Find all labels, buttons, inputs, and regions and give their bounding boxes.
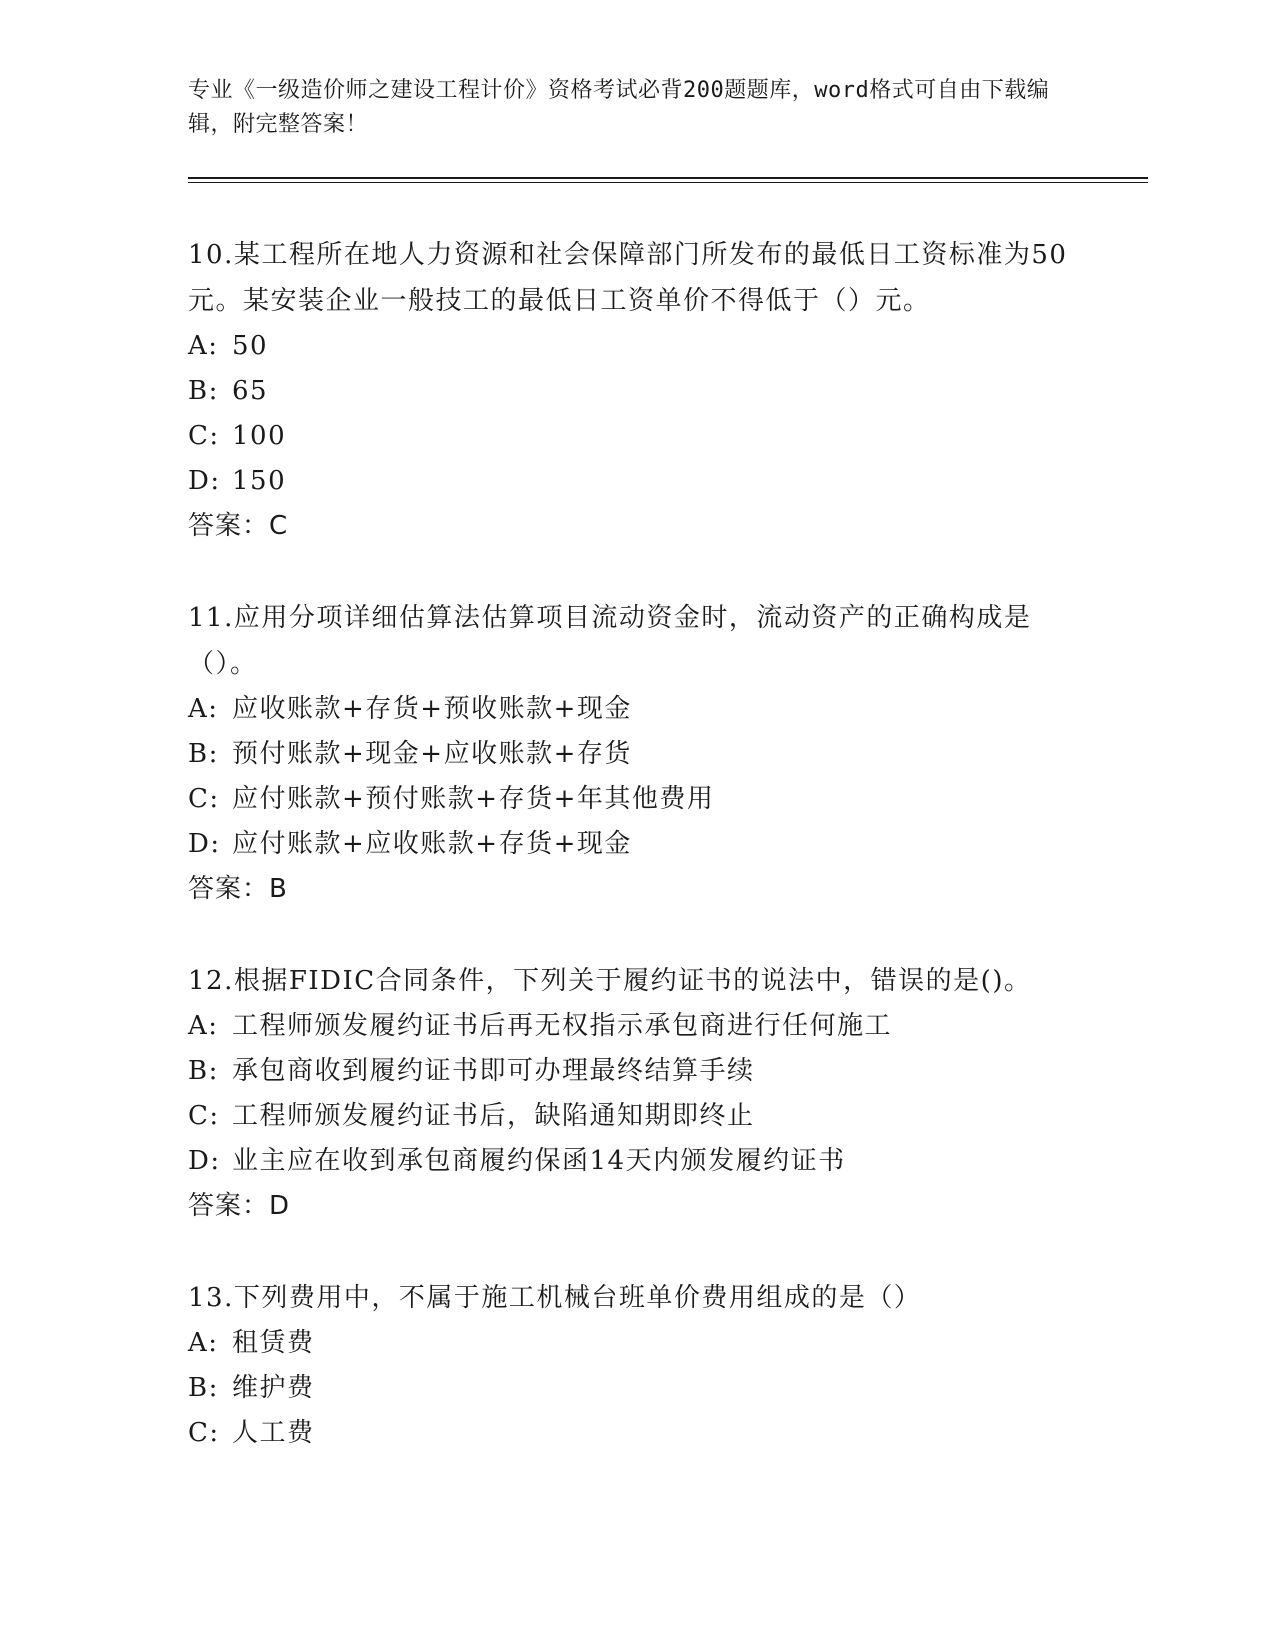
option-text: 工程师颁发履约证书后，缺陷通知期即终止: [232, 1101, 755, 1131]
option-text: 维护费: [232, 1373, 315, 1403]
option-text: 65: [232, 376, 269, 406]
option-b: [188, 369, 1148, 414]
question-10: [188, 232, 1148, 549]
option-d: [188, 1139, 1148, 1184]
option-text: 租赁费: [232, 1328, 315, 1358]
header-divider-thick: [188, 177, 1148, 179]
option-key: D:: [188, 829, 221, 859]
answer-line: 答案：B: [188, 874, 288, 904]
option-key: A:: [188, 1011, 219, 1041]
option-text: 人工费: [232, 1418, 315, 1448]
option-d: [188, 459, 1148, 504]
answer-line: 答案：D: [188, 1191, 291, 1221]
question-13: [188, 1275, 1148, 1456]
option-key: D:: [188, 466, 221, 496]
option-text: 应收账款+存货+预收账款+现金: [232, 694, 632, 724]
option-text: 承包商收到履约证书即可办理最终结算手续: [232, 1056, 755, 1086]
option-b: [188, 1049, 1148, 1094]
option-c: [188, 414, 1148, 459]
question-stem: 13.下列费用中，不属于施工机械台班单价费用组成的是（）: [188, 1283, 922, 1313]
option-key: C:: [188, 1418, 220, 1448]
option-text: 150: [232, 466, 287, 496]
question-list: [188, 232, 1148, 1502]
option-c: [188, 777, 1148, 822]
document-header: 专业《一级造价师之建设工程计价》资格考试必背200题题库，word格式可自由下载编辑，附完整答案！: [188, 78, 1050, 137]
option-text: 业主应在收到承包商履约保函14天内颁发履约证书: [232, 1146, 846, 1176]
option-key: B:: [188, 376, 219, 406]
option-d: [188, 822, 1148, 867]
option-c: [188, 1094, 1148, 1139]
option-key: B:: [188, 1373, 219, 1403]
question-stem: 11.应用分项详细估算法估算项目流动资金时，流动资产的正确构成是（）。: [188, 603, 1032, 679]
option-key: B:: [188, 1056, 219, 1086]
option-key: A:: [188, 331, 219, 361]
option-text: 50: [232, 331, 269, 361]
question-11: [188, 595, 1148, 912]
option-a: [188, 687, 1148, 732]
option-text: 应付账款+应收账款+存货+现金: [232, 829, 632, 859]
option-key: C:: [188, 1101, 220, 1131]
option-text: 100: [232, 421, 287, 451]
option-key: C:: [188, 784, 220, 814]
option-c: [188, 1411, 1148, 1456]
header-divider-thin: [188, 182, 1148, 183]
question-12: [188, 958, 1148, 1229]
option-key: A:: [188, 694, 219, 724]
question-stem: 10.某工程所在地人力资源和社会保障部门所发布的最低日工资标准为50元。某安装企业一般技工的最低日工资单价不得低于（）元。: [188, 240, 1068, 316]
option-text: 预付账款+现金+应收账款+存货: [232, 739, 632, 769]
option-key: B:: [188, 739, 219, 769]
option-a: [188, 324, 1148, 369]
option-key: D:: [188, 1146, 221, 1176]
option-text: 应付账款+预付账款+存货+年其他费用: [232, 784, 715, 814]
option-a: [188, 1321, 1148, 1366]
answer-line: 答案：C: [188, 511, 289, 541]
option-b: [188, 732, 1148, 777]
option-key: C:: [188, 421, 220, 451]
option-b: [188, 1366, 1148, 1411]
document-page: [188, 0, 1148, 1650]
question-stem: 12.根据FIDIC合同条件，下列关于履约证书的说法中，错误的是()。: [188, 966, 1032, 996]
option-key: A:: [188, 1328, 219, 1358]
option-text: 工程师颁发履约证书后再无权指示承包商进行任何施工: [232, 1011, 893, 1041]
option-a: [188, 1004, 1148, 1049]
